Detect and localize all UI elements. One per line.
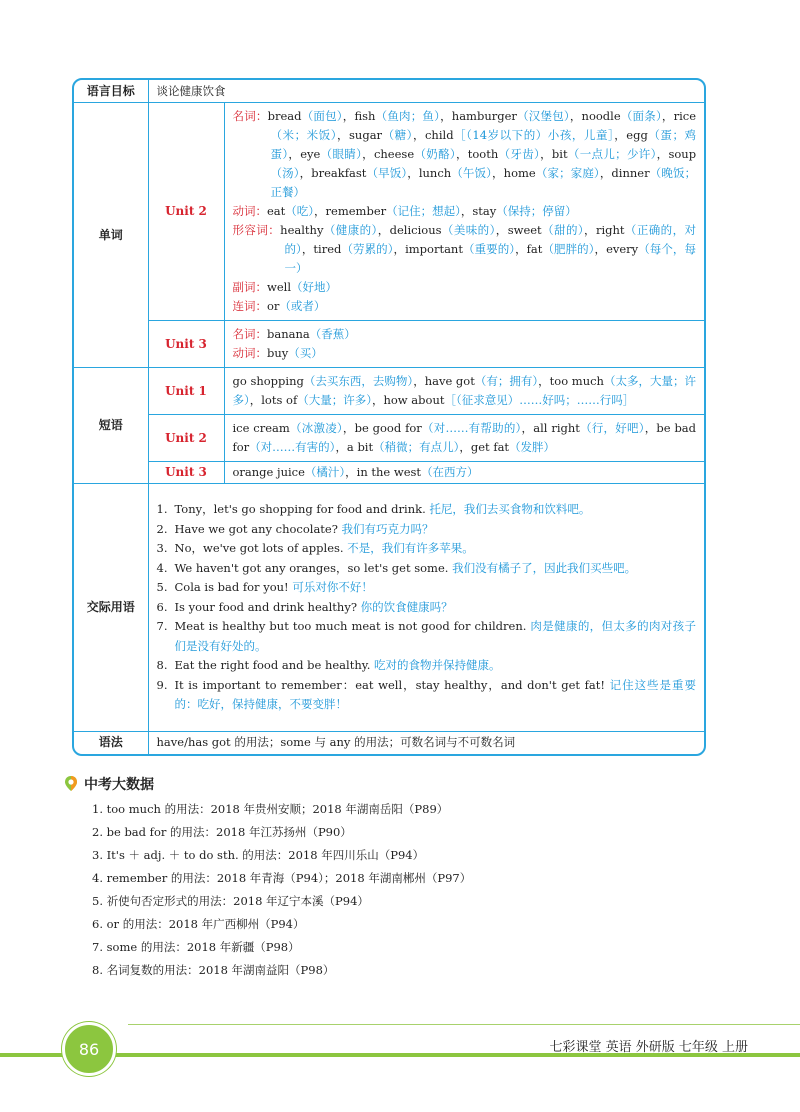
- sentence-number: 8.: [156, 658, 168, 672]
- term-en: ，fat: [515, 242, 543, 256]
- term-en: ，eye: [288, 147, 321, 161]
- term-cn: （家；家庭）: [535, 166, 600, 180]
- term-en: ，in the west: [345, 465, 422, 479]
- grammar-value: have/has got 的用法；some 与 any 的用法；可数名词与不可数名词: [148, 731, 704, 754]
- phrases-label: 短语: [74, 368, 148, 484]
- term-en: ，hamburger: [440, 109, 517, 123]
- term-en: ，a bit: [335, 440, 374, 454]
- sentence-text: [175, 539, 697, 559]
- sentence-en: Meat is healthy but too much meat is not good for children.: [174, 619, 531, 633]
- term-cn: （健康的）: [323, 223, 378, 237]
- term-en: ，child: [412, 128, 454, 142]
- term-cn: （美味的）: [441, 223, 496, 237]
- sentence-cn: 吃对的食物并保持健康。: [374, 658, 501, 672]
- term-cn: （去买东西，去购物）: [303, 374, 414, 388]
- term-en: ，lots of: [249, 393, 298, 407]
- sentence-cn: 记住这些是重要的：吃好，保持健康，不要变胖！: [174, 677, 696, 711]
- sentence-cn: 你的饮食健康吗？: [360, 599, 453, 614]
- phrases-unit2: Unit 2: [148, 415, 224, 462]
- term-en: buy: [267, 346, 289, 360]
- expression-sentence: [157, 617, 697, 656]
- term-cn: （眼睛）: [320, 147, 363, 161]
- big-data-list: [92, 798, 471, 982]
- expression-sentence: [157, 520, 697, 540]
- vocab-unit3: Unit 3: [148, 321, 224, 368]
- term-en: ，too much: [538, 374, 604, 388]
- term-cn: （早饭）: [366, 166, 408, 180]
- term-cn: （行，好吧）: [579, 421, 645, 435]
- term-cn: （在西方）: [421, 465, 479, 479]
- term-en: ，tooth: [455, 147, 499, 161]
- term-en: ，tired: [301, 242, 342, 256]
- sentence-en: We haven't got any oranges，so let's get some.: [174, 560, 453, 575]
- term-en: ，lunch: [407, 166, 452, 180]
- term-en: ，dinner: [599, 166, 650, 180]
- term-en: well: [267, 280, 292, 294]
- term-en: ice cream: [232, 421, 290, 435]
- sentence-cn: 我们有巧克力吗？: [341, 521, 434, 536]
- term-cn: （好地）: [291, 280, 338, 294]
- big-data-item: 5. 祈使句否定形式的用法：2018 年辽宁本溪（P94）: [92, 894, 369, 908]
- phrases-unit1: Unit 1: [148, 368, 224, 415]
- phrases-unit2-content: [224, 415, 704, 462]
- sentence-text: [175, 520, 697, 540]
- term-cn: （面包）: [301, 109, 343, 123]
- phrases-unit3-content: [224, 462, 704, 484]
- term-cn: （奶酪）: [414, 147, 456, 161]
- language-goal-label: 语言目标: [74, 80, 148, 103]
- term-cn: ［（14岁以下的）小孩，儿童］: [453, 128, 615, 142]
- verb-line: 动词：eat（吃），remember（记住；想起），stay（保持；停留）: [232, 204, 577, 218]
- sentence-cn: 我们没有橘子了，因此我们买些吧。: [452, 560, 637, 575]
- sentence-en: Have we got any chocolate?: [174, 521, 342, 536]
- term-en: ，how about: [371, 393, 445, 407]
- term-en: or: [267, 299, 280, 313]
- term-cn: （太多，大量；许多）: [232, 374, 697, 407]
- sentence-en: Eat the right food and be healthy.: [174, 658, 375, 672]
- conj-line: 连词：or（或者）: [232, 299, 326, 313]
- sentence-text: [175, 578, 697, 598]
- term-en: bread: [267, 109, 302, 123]
- term-en: eat: [267, 204, 286, 218]
- term-en: ，right: [584, 223, 625, 237]
- term-en: ，every: [594, 242, 639, 256]
- term-en: ，all right: [521, 421, 580, 435]
- sentence-cn: 肉是健康的，但太多的肉对孩子们是没有好处的。: [174, 619, 696, 653]
- big-data-item: 4. remember 的用法：2018 年青海（P94）；2018 年湖南郴州（P97）: [92, 871, 472, 885]
- term-en: ，home: [492, 166, 536, 180]
- term-cn: （对……有帮助的）: [421, 421, 522, 435]
- vocab-unit3-content: [224, 321, 704, 368]
- vocab-unit2-content: [224, 103, 704, 321]
- term-en: ，important: [393, 242, 463, 256]
- sentence-cn: 可乐对你不好！: [292, 580, 373, 594]
- sentence-text: [175, 598, 697, 618]
- sentence-en: It is important to remember：eat well，stay healthy，and don't get fat!: [174, 677, 610, 692]
- term-cn: （汉堡包）: [516, 109, 570, 123]
- big-data-item: 8. 名词复数的用法：2018 年湖南益阳（P98）: [92, 963, 335, 977]
- term-cn: （对……有害的）: [249, 440, 336, 454]
- term-cn: （吃）: [285, 204, 315, 218]
- language-goal-value: 谈论健康饮食: [148, 80, 704, 103]
- big-data-item: 6. or 的用法：2018 年广西柳州（P94）: [92, 917, 305, 931]
- term-en: ，have got: [413, 374, 475, 388]
- term-cn: （香蕉）: [309, 327, 356, 341]
- phrases-unit1-content: [224, 368, 704, 415]
- sentence-text: [175, 676, 697, 715]
- sentence-number: 4.: [156, 560, 168, 575]
- summary-table: [72, 78, 706, 756]
- term-en: ，stay: [460, 204, 497, 218]
- term-cn: （发胖）: [509, 440, 556, 454]
- term-en: ，cheese: [362, 147, 415, 161]
- sentence-text: [175, 559, 697, 579]
- expression-sentence: [157, 578, 697, 598]
- sentence-text: [175, 617, 697, 656]
- term-cn: （蛋；鸡蛋）: [270, 128, 696, 161]
- term-en: healthy: [280, 223, 324, 237]
- term-en: ，bit: [540, 147, 568, 161]
- noun-line: 名词：bread（面包），fish（鱼肉；鱼），hamburger（汉堡包），noodle（面条），rice（米；米饭），sugar（糖），child［（14岁以下的）小孩，儿童］，egg（蛋；鸡蛋），eye（眼睛），cheese（奶酪），tooth（牙齿），bit（一点儿；少许），soup（汤），breakfast（早饭），lunch（午饭），home（家；家庭），dinner（晚饭；正餐）: [232, 109, 697, 199]
- term-cn: （每个，每一）: [284, 242, 696, 275]
- term-en: ，rice: [661, 109, 697, 123]
- term-en: ，be bad for: [232, 421, 697, 454]
- term-en: ，delicious: [377, 223, 442, 237]
- sentence-number: 6.: [156, 599, 168, 614]
- term-en: ，fish: [342, 109, 376, 123]
- term-en: ，remember: [314, 204, 387, 218]
- sentence-number: 2.: [156, 521, 168, 536]
- location-pin-icon: [62, 775, 80, 793]
- term-en: ，sugar: [336, 128, 383, 142]
- term-cn: （橘汁）: [304, 465, 346, 479]
- term-en: ，egg: [614, 128, 648, 142]
- term-cn: （大量；许多）: [297, 393, 372, 407]
- vocab-label: 单词: [74, 103, 148, 368]
- term-cn: （或者）: [279, 299, 326, 313]
- expression-sentence: [157, 559, 697, 579]
- expressions-content: [148, 484, 704, 732]
- sentence-number: 1.: [156, 502, 168, 516]
- sentence-en: Tony，let's go shopping for food and drink.: [174, 502, 430, 516]
- sentence-text: [175, 656, 697, 676]
- expression-sentence: [157, 539, 697, 559]
- term-en: ，sweet: [495, 223, 542, 237]
- grammar-label: 语法: [74, 731, 148, 754]
- big-data-title: 中考大数据: [84, 777, 154, 793]
- term-cn: （鱼肉；鱼）: [375, 109, 441, 123]
- term-cn: （糖）: [382, 128, 413, 142]
- verb-line: 动词：buy（买）: [232, 346, 323, 360]
- term-en: ，get fat: [459, 440, 510, 454]
- term-cn: （劳累的）: [341, 242, 394, 256]
- adv-line: 副词：well（好地）: [232, 280, 338, 294]
- sentence-en: Is your food and drink healthy?: [174, 599, 361, 614]
- sentence-number: 3.: [156, 541, 168, 555]
- term-en: ，noodle: [569, 109, 621, 123]
- big-data-item: 1. too much 的用法：2018 年贵州安顺；2018 年湖南岳阳（P89）: [92, 802, 449, 816]
- expression-sentence: [157, 500, 697, 520]
- term-cn: （冰激凌）: [289, 421, 343, 435]
- term-cn: （午饭）: [451, 166, 493, 180]
- term-cn: （重要的）: [462, 242, 516, 256]
- term-cn: （有；拥有）: [474, 374, 539, 388]
- term-en: ，be good for: [342, 421, 422, 435]
- sentence-number: 9.: [156, 677, 168, 692]
- term-en: go shopping: [232, 374, 304, 388]
- sentence-number: 7.: [156, 619, 168, 633]
- term-cn: ［（征求意见）……好吗；……行吗］: [444, 393, 635, 407]
- term-cn: （稍微；有点儿）: [373, 440, 460, 454]
- term-cn: （记住；想起）: [386, 204, 461, 218]
- term-cn: （汤）: [270, 166, 300, 180]
- term-cn: （一点儿；少许）: [567, 147, 657, 161]
- term-cn: （牙齿）: [498, 147, 541, 161]
- term-cn: （保持；停留）: [496, 204, 577, 218]
- term-cn: （面条）: [620, 109, 662, 123]
- term-cn: （米；米饭）: [270, 128, 337, 142]
- term-cn: （晚饭；正餐）: [270, 166, 697, 199]
- term-cn: （甜的）: [541, 223, 585, 237]
- term-en: banana: [267, 327, 310, 341]
- term-en: ，breakfast: [299, 166, 367, 180]
- footer-divider: [128, 1024, 800, 1025]
- expression-sentence: [157, 676, 697, 715]
- expression-sentence: [157, 656, 697, 676]
- adj-line: 形容词：healthy（健康的），delicious（美味的），sweet（甜的），right（正确的，对的），tired（劳累的），important（重要的），fat（肥胖的），every（每个，每一）: [232, 223, 697, 275]
- term-en: orange juice: [232, 465, 305, 479]
- expressions-label: 交际用语: [74, 484, 148, 732]
- term-cn: （正确的，对的）: [284, 223, 697, 256]
- sentence-number: 5.: [156, 580, 168, 594]
- page-number: 86: [62, 1022, 116, 1076]
- sentence-en: Cola is bad for you!: [174, 580, 293, 594]
- big-data-heading: [62, 774, 154, 794]
- term-cn: （肥胖的）: [542, 242, 595, 256]
- book-title: 七彩课堂 英语 外研版 七年级 上册: [549, 1040, 748, 1055]
- term-cn: （买）: [288, 346, 323, 360]
- big-data-item: 2. be bad for 的用法：2018 年江苏扬州（P90）: [92, 825, 352, 839]
- sentence-text: [175, 500, 697, 520]
- expression-sentence: [157, 598, 697, 618]
- term-en: ，soup: [656, 147, 697, 161]
- sentence-en: No，we've got lots of apples.: [174, 541, 348, 555]
- noun-line: 名词：banana（香蕉）: [232, 327, 356, 341]
- sentence-cn: 托尼，我们去买食物和饮料吧。: [429, 502, 591, 516]
- sentence-cn: 不是，我们有许多苹果。: [347, 541, 474, 555]
- big-data-item: 3. It's ＋ adj. ＋ to do sth. 的用法：2018 年四川乐山（P94）: [92, 848, 425, 862]
- phrases-unit3: Unit 3: [148, 462, 224, 484]
- vocab-unit2: Unit 2: [148, 103, 224, 321]
- big-data-item: 7. some 的用法：2018 年新疆（P98）: [92, 940, 300, 954]
